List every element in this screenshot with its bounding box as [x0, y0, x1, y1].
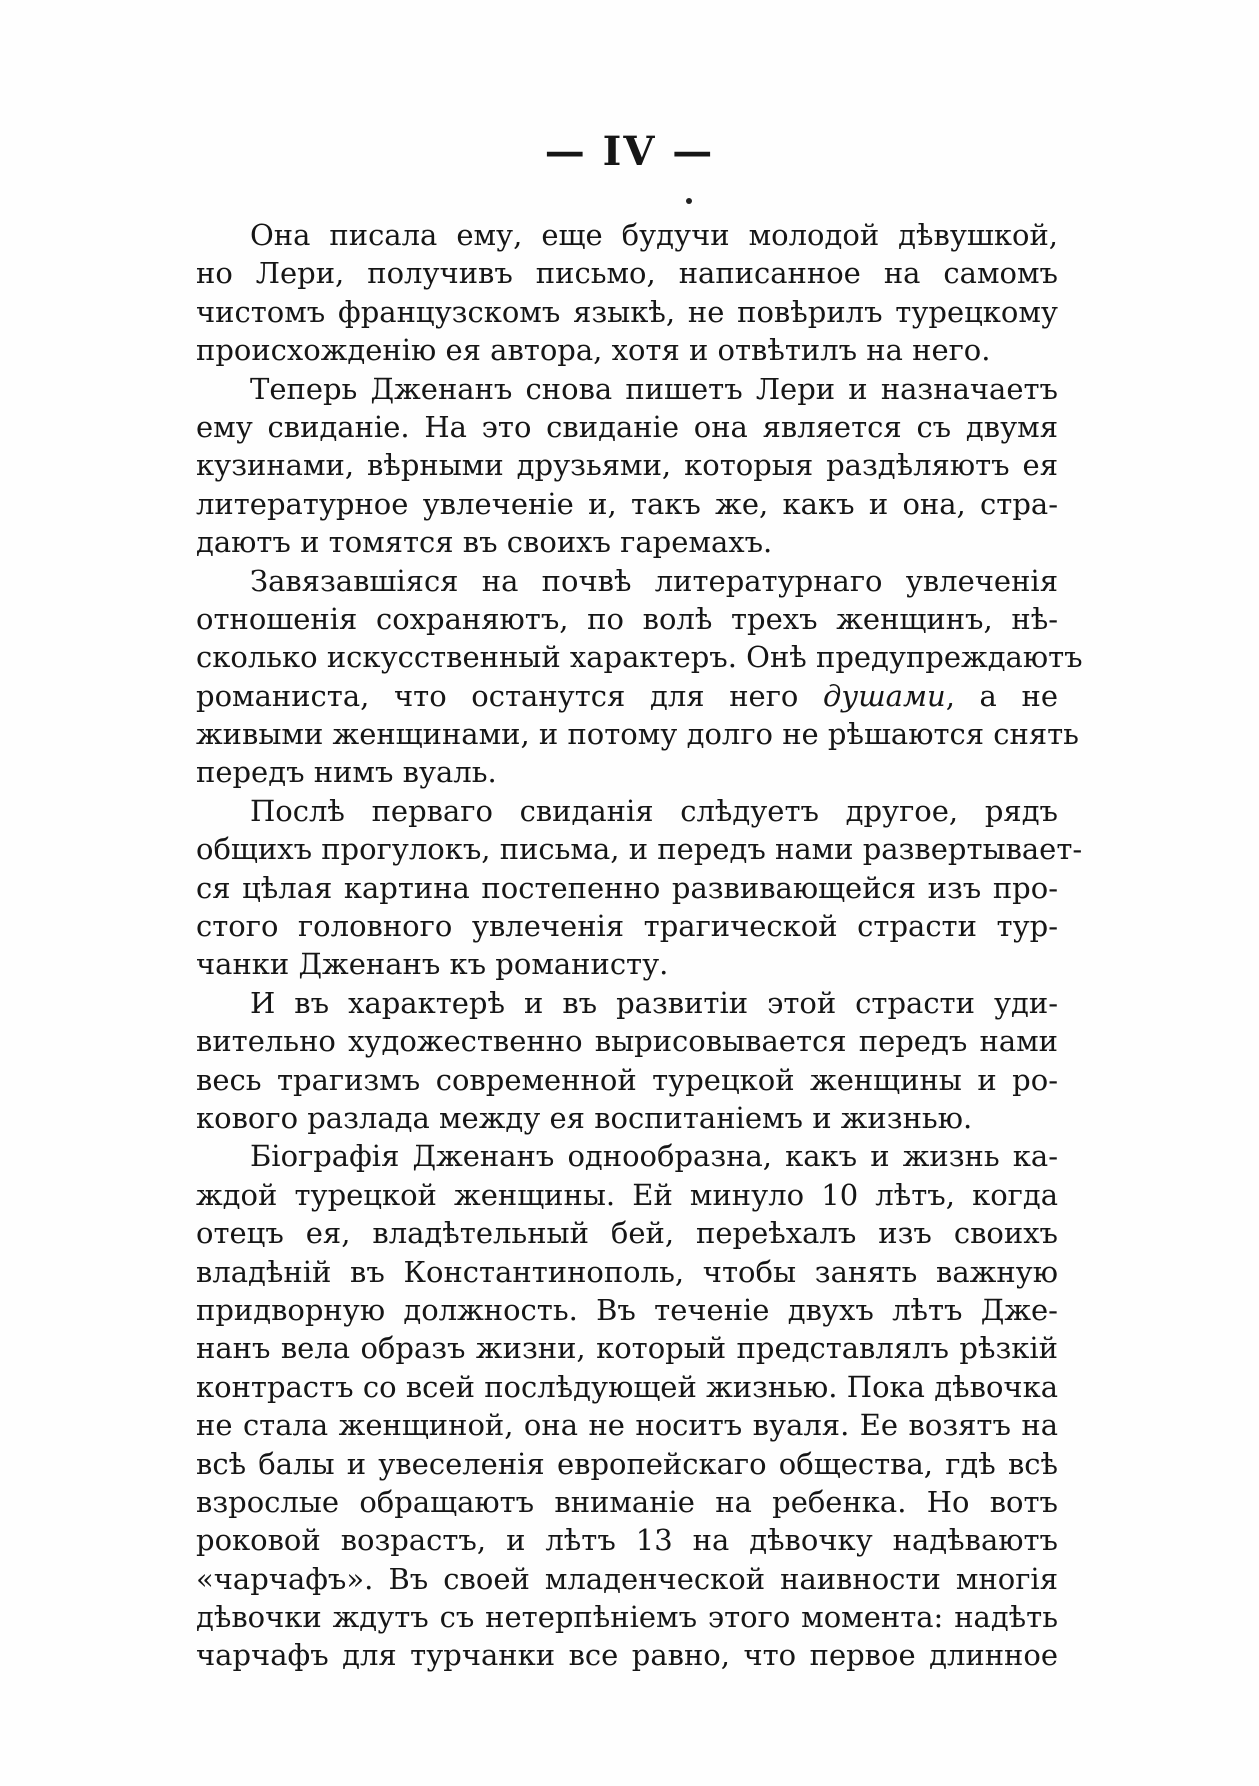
- text-line: кузинами, вѣрными друзьями, которыя раздѣляютъ ея: [196, 448, 1058, 483]
- text-line: Біографія Дженанъ однообразна, какъ и жизнь ка-: [250, 1139, 1058, 1174]
- text-line: «чарчафъ». Въ своей младенческой наивности многія: [196, 1561, 1058, 1596]
- text-line: И въ характерѣ и въ развитіи этой страсти уди-: [250, 985, 1058, 1020]
- text-line: дѣвочки ждутъ съ нетерпѣніемъ этого момента: надѣть: [196, 1600, 1058, 1635]
- text-line: отношенія сохраняютъ, по волѣ трехъ женщинъ, нѣ-: [196, 601, 1058, 636]
- text-line: всѣ балы и увеселенія европейскаго общества, гдѣ всѣ: [196, 1446, 1058, 1481]
- text-line: происхожденію ея автора, хотя и отвѣтилъ на него.: [196, 333, 991, 368]
- text-line: чистомъ французскомъ языкѣ, не повѣрилъ турецкому: [196, 294, 1058, 329]
- text-line: передъ нимъ вуаль.: [196, 755, 497, 790]
- text-line: но Лери, получивъ письмо, написанное на самомъ: [196, 256, 1058, 291]
- text-line: владѣній въ Константинополь, чтобы занять важную: [196, 1254, 1058, 1289]
- text-line: даютъ и томятся въ своихъ гаремахъ.: [196, 525, 773, 560]
- text-line: живыми женщинами, и потому долго не рѣшаются снять: [196, 717, 1079, 752]
- text-line: Завязавшіяся на почвѣ литературнаго увлеченія: [250, 563, 1058, 598]
- text-line: ему свиданіе. На это свиданіе она является съ двумя: [196, 409, 1058, 444]
- text-line: кового разлада между ея воспитаніемъ и жизнью.: [196, 1100, 973, 1135]
- text-line: стого головного увлеченія трагической страсти тур-: [196, 909, 1058, 944]
- text-fragment: , а не: [945, 678, 1058, 713]
- text-line: общихъ прогулокъ, письма, и передъ нами развертывает-: [196, 832, 1083, 867]
- text-line-with-italic: [196, 677, 1058, 715]
- text-line: взрослые обращаютъ вниманіе на ребенка. Но вотъ: [196, 1484, 1058, 1519]
- text-fragment: романиста, что останутся для него: [196, 678, 823, 713]
- text-line: чанки Дженанъ къ романисту.: [196, 947, 669, 982]
- text-line: ся цѣлая картина постепенно развивающейся изъ про-: [196, 870, 1058, 905]
- text-line: контрастъ со всей послѣдующей жизнью. Пока дѣвочка: [196, 1369, 1058, 1404]
- text-line: сколько искусственный характеръ. Онѣ предупреждаютъ: [196, 640, 1083, 675]
- text-line: чарчафъ для турчанки все равно, что первое длинное: [196, 1638, 1058, 1673]
- body-text: [196, 216, 1083, 1675]
- ink-speck: [686, 198, 692, 204]
- text-line: ждой турецкой женщины. Ей минуло 10 лѣтъ, когда: [196, 1177, 1058, 1212]
- text-line: придворную должность. Въ теченіе двухъ лѣтъ Дже-: [196, 1292, 1058, 1327]
- text-line: литературное увлеченіе и, такъ же, какъ и она, стра-: [196, 486, 1058, 521]
- text-line: Послѣ перваго свиданія слѣдуетъ другое, рядъ: [250, 793, 1058, 828]
- italic-word: душами: [823, 678, 946, 713]
- text-line: роковой возрастъ, и лѣтъ 13 на дѣвочку надѣваютъ: [196, 1523, 1058, 1558]
- text-line: отецъ ея, владѣтельный бей, переѣхалъ изъ своихъ: [196, 1216, 1058, 1251]
- text-line: весь трагизмъ современной турецкой женщины и ро-: [196, 1062, 1058, 1097]
- text-line: нанъ вела образъ жизни, который представлялъ рѣзкій: [196, 1331, 1058, 1366]
- text-line: не стала женщиной, она не носитъ вуаля. Ее возятъ на: [196, 1408, 1058, 1443]
- text-line: Теперь Дженанъ снова пишетъ Лери и назначаетъ: [250, 371, 1058, 406]
- page-number: — IV —: [544, 128, 715, 175]
- text-line: Она писала ему, еще будучи молодой дѣвушкой,: [250, 218, 1058, 252]
- text-line: вительно художественно вырисовывается передъ нами: [196, 1024, 1058, 1059]
